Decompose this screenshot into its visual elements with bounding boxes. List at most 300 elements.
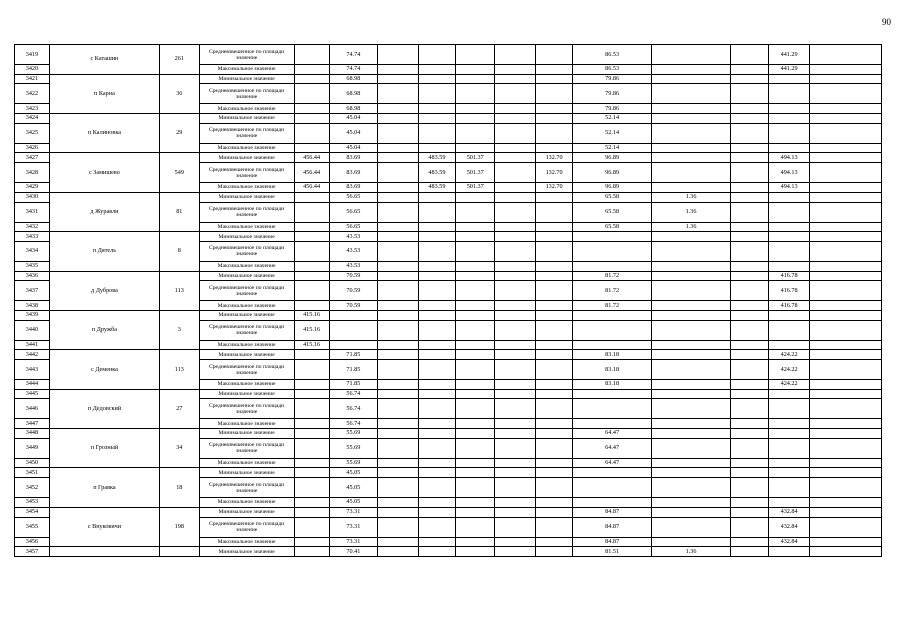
value-cell: [418, 320, 455, 340]
value-cell: 65.58: [573, 202, 652, 222]
value-cell: [769, 84, 810, 104]
value-cell: [652, 183, 731, 193]
value-cell: [809, 65, 881, 75]
value-cell: [731, 192, 769, 202]
value-cell: [536, 380, 573, 390]
value-cell: 56.65: [329, 202, 378, 222]
value-cell: [378, 310, 419, 320]
value-cell: [652, 340, 731, 350]
value-cell: [378, 537, 419, 547]
value-cell: 81.51: [573, 547, 652, 557]
indicator-label: Максимальное значение: [199, 537, 294, 547]
value-cell: 424.22: [769, 360, 810, 380]
value-cell: [809, 547, 881, 557]
indicator-label: Максимальное значение: [199, 183, 294, 193]
value-cell: [731, 498, 769, 508]
value-cell: [495, 458, 536, 468]
settlement-name: п Дедовский: [49, 389, 159, 428]
value-cell: [731, 241, 769, 261]
value-cell: 84.87: [573, 537, 652, 547]
value-cell: [294, 498, 329, 508]
value-cell: [495, 360, 536, 380]
data-table: [14, 44, 882, 557]
value-cell: [329, 310, 378, 320]
table-row: [15, 350, 882, 360]
value-cell: [418, 340, 455, 350]
value-cell: [294, 271, 329, 281]
value-cell: [652, 389, 731, 399]
value-cell: 432.84: [769, 517, 810, 537]
value-cell: [495, 261, 536, 271]
value-cell: 52.14: [573, 114, 652, 124]
value-cell: [809, 123, 881, 143]
value-cell: [495, 271, 536, 281]
value-cell: 86.53: [573, 45, 652, 65]
value-cell: [455, 350, 494, 360]
settlement-name: д Журавли: [49, 192, 159, 231]
value-cell: [495, 104, 536, 114]
value-cell: [495, 232, 536, 242]
value-cell: [652, 163, 731, 183]
value-cell: [294, 429, 329, 439]
value-cell: [536, 389, 573, 399]
table-row: [15, 232, 882, 242]
value-cell: [809, 45, 881, 65]
indicator-label: Минимальное значение: [199, 192, 294, 202]
row-id: 3429: [15, 183, 50, 193]
row-id: 3434: [15, 241, 50, 261]
value-cell: [809, 84, 881, 104]
row-id: 3427: [15, 153, 50, 163]
value-cell: 432.84: [769, 537, 810, 547]
population: 261: [160, 45, 199, 75]
value-cell: [378, 222, 419, 232]
value-cell: [536, 320, 573, 340]
value-cell: [378, 143, 419, 153]
value-cell: 68.98: [329, 104, 378, 114]
value-cell: [652, 360, 731, 380]
value-cell: [809, 202, 881, 222]
population: 34: [160, 429, 199, 468]
value-cell: [731, 399, 769, 419]
value-cell: 70.59: [329, 271, 378, 281]
value-cell: [495, 468, 536, 478]
value-cell: [294, 419, 329, 429]
value-cell: 45.04: [329, 123, 378, 143]
value-cell: [809, 114, 881, 124]
value-cell: [536, 261, 573, 271]
value-cell: 56.65: [329, 222, 378, 232]
value-cell: 1.36: [652, 192, 731, 202]
value-cell: [495, 498, 536, 508]
value-cell: [536, 360, 573, 380]
value-cell: [378, 389, 419, 399]
value-cell: 45.04: [329, 143, 378, 153]
value-cell: 81.72: [573, 281, 652, 301]
indicator-label: Минимальное значение: [199, 153, 294, 163]
population: 8: [160, 232, 199, 271]
value-cell: [455, 241, 494, 261]
value-cell: [731, 478, 769, 498]
value-cell: [455, 143, 494, 153]
value-cell: [418, 114, 455, 124]
value-cell: [769, 498, 810, 508]
value-cell: [294, 104, 329, 114]
value-cell: 70.59: [329, 301, 378, 311]
value-cell: [573, 310, 652, 320]
value-cell: [536, 192, 573, 202]
value-cell: 83.18: [573, 360, 652, 380]
value-cell: 56.74: [329, 389, 378, 399]
value-cell: 96.89: [573, 153, 652, 163]
value-cell: [809, 310, 881, 320]
indicator-label: Минимальное значение: [199, 389, 294, 399]
value-cell: [418, 202, 455, 222]
value-cell: [809, 458, 881, 468]
row-id: 3425: [15, 123, 50, 143]
settlement-name: п Гравка: [49, 468, 159, 507]
value-cell: [418, 429, 455, 439]
value-cell: [536, 419, 573, 429]
table-row: [15, 192, 882, 202]
row-id: 3447: [15, 419, 50, 429]
value-cell: 52.14: [573, 143, 652, 153]
value-cell: [731, 232, 769, 242]
value-cell: [294, 537, 329, 547]
value-cell: [809, 301, 881, 311]
value-cell: [731, 458, 769, 468]
value-cell: [378, 498, 419, 508]
value-cell: 416.78: [769, 301, 810, 311]
value-cell: [495, 419, 536, 429]
indicator-label: Минимальное значение: [199, 271, 294, 281]
value-cell: [418, 74, 455, 84]
indicator-label: Минимальное значение: [199, 507, 294, 517]
indicator-label: Максимальное значение: [199, 340, 294, 350]
value-cell: [536, 143, 573, 153]
value-cell: [378, 123, 419, 143]
row-id: 3430: [15, 192, 50, 202]
value-cell: [652, 123, 731, 143]
population: 549: [160, 153, 199, 192]
value-cell: 416.78: [769, 281, 810, 301]
value-cell: [418, 438, 455, 458]
value-cell: [731, 360, 769, 380]
value-cell: [731, 517, 769, 537]
value-cell: [652, 301, 731, 311]
value-cell: [418, 143, 455, 153]
value-cell: [809, 498, 881, 508]
value-cell: [455, 429, 494, 439]
value-cell: [418, 241, 455, 261]
value-cell: [536, 74, 573, 84]
population: 18: [160, 468, 199, 507]
value-cell: [573, 468, 652, 478]
value-cell: 432.84: [769, 507, 810, 517]
value-cell: [378, 340, 419, 350]
value-cell: [809, 281, 881, 301]
value-cell: 68.98: [329, 74, 378, 84]
value-cell: 55.69: [329, 429, 378, 439]
value-cell: [652, 350, 731, 360]
value-cell: 84.87: [573, 517, 652, 537]
value-cell: [418, 301, 455, 311]
value-cell: [573, 320, 652, 340]
value-cell: [455, 360, 494, 380]
page-number: 90: [882, 17, 891, 27]
value-cell: [455, 419, 494, 429]
value-cell: [809, 222, 881, 232]
row-id: 3437: [15, 281, 50, 301]
value-cell: [455, 281, 494, 301]
value-cell: 1.36: [652, 547, 731, 557]
value-cell: [809, 438, 881, 458]
row-id: 3435: [15, 261, 50, 271]
value-cell: [652, 241, 731, 261]
value-cell: [378, 241, 419, 261]
value-cell: [378, 183, 419, 193]
value-cell: [731, 380, 769, 390]
row-id: 3423: [15, 104, 50, 114]
value-cell: [769, 232, 810, 242]
value-cell: [418, 123, 455, 143]
value-cell: [809, 74, 881, 84]
value-cell: [769, 340, 810, 350]
value-cell: [378, 114, 419, 124]
value-cell: [378, 350, 419, 360]
indicator-label: Максимальное значение: [199, 498, 294, 508]
value-cell: [455, 301, 494, 311]
value-cell: [294, 389, 329, 399]
value-cell: 83.18: [573, 380, 652, 390]
value-cell: [378, 301, 419, 311]
value-cell: [573, 241, 652, 261]
value-cell: [809, 537, 881, 547]
population: 36: [160, 74, 199, 113]
value-cell: [731, 281, 769, 301]
value-cell: [378, 478, 419, 498]
value-cell: [378, 202, 419, 222]
value-cell: [731, 183, 769, 193]
value-cell: 79.86: [573, 104, 652, 114]
value-cell: [536, 301, 573, 311]
row-id: 3456: [15, 537, 50, 547]
value-cell: [495, 507, 536, 517]
value-cell: [294, 360, 329, 380]
value-cell: [294, 438, 329, 458]
value-cell: [455, 438, 494, 458]
value-cell: [455, 202, 494, 222]
value-cell: [652, 320, 731, 340]
value-cell: [536, 222, 573, 232]
value-cell: 456.44: [294, 183, 329, 193]
value-cell: [378, 84, 419, 104]
value-cell: [652, 380, 731, 390]
value-cell: 64.47: [573, 438, 652, 458]
value-cell: [809, 271, 881, 281]
value-cell: [536, 65, 573, 75]
value-cell: [731, 547, 769, 557]
value-cell: 132.70: [536, 153, 573, 163]
row-id: 3445: [15, 389, 50, 399]
value-cell: [378, 438, 419, 458]
settlement-name: с Замишево: [49, 153, 159, 192]
value-cell: 43.53: [329, 241, 378, 261]
value-cell: [418, 84, 455, 104]
value-cell: [495, 163, 536, 183]
value-cell: [329, 320, 378, 340]
value-cell: [731, 123, 769, 143]
value-cell: [418, 547, 455, 557]
value-cell: [809, 261, 881, 271]
value-cell: [294, 458, 329, 468]
value-cell: [378, 429, 419, 439]
table-row: [15, 547, 882, 557]
indicator-label: Минимальное значение: [199, 114, 294, 124]
value-cell: [455, 478, 494, 498]
value-cell: 415.16: [294, 320, 329, 340]
row-id: 3431: [15, 202, 50, 222]
value-cell: [294, 241, 329, 261]
value-cell: [652, 45, 731, 65]
value-cell: [294, 261, 329, 271]
indicator-label: Максимальное значение: [199, 261, 294, 271]
value-cell: [378, 74, 419, 84]
value-cell: 73.31: [329, 507, 378, 517]
value-cell: [418, 45, 455, 65]
value-cell: 64.47: [573, 458, 652, 468]
value-cell: [294, 114, 329, 124]
indicator-label: Максимальное значение: [199, 419, 294, 429]
value-cell: [495, 547, 536, 557]
value-cell: [731, 222, 769, 232]
value-cell: [652, 84, 731, 104]
value-cell: [536, 202, 573, 222]
value-cell: [455, 380, 494, 390]
value-cell: [378, 468, 419, 478]
settlement-name: с Внуковичи: [49, 507, 159, 546]
value-cell: [652, 478, 731, 498]
value-cell: [455, 104, 494, 114]
value-cell: [495, 65, 536, 75]
value-cell: [652, 104, 731, 114]
settlement-name: п Дружба: [49, 310, 159, 349]
value-cell: 70.41: [329, 547, 378, 557]
value-cell: 74.74: [329, 65, 378, 75]
value-cell: [378, 458, 419, 468]
value-cell: 96.89: [573, 163, 652, 183]
value-cell: 73.31: [329, 517, 378, 537]
value-cell: [378, 320, 419, 340]
value-cell: [769, 429, 810, 439]
value-cell: 45.05: [329, 478, 378, 498]
indicator-label: Средневзвешенное по площади значение: [199, 45, 294, 65]
value-cell: 45.05: [329, 498, 378, 508]
value-cell: [731, 261, 769, 271]
value-cell: [455, 458, 494, 468]
value-cell: [378, 507, 419, 517]
value-cell: [329, 340, 378, 350]
value-cell: [652, 281, 731, 301]
value-cell: [573, 498, 652, 508]
value-cell: 71.85: [329, 360, 378, 380]
row-id: 3444: [15, 380, 50, 390]
value-cell: [731, 65, 769, 75]
value-cell: [378, 192, 419, 202]
value-cell: 64.47: [573, 429, 652, 439]
value-cell: 83.18: [573, 350, 652, 360]
value-cell: [495, 438, 536, 458]
indicator-label: Средневзвешенное по площади значение: [199, 320, 294, 340]
value-cell: [731, 468, 769, 478]
row-id: 3433: [15, 232, 50, 242]
value-cell: [573, 340, 652, 350]
value-cell: [652, 498, 731, 508]
table-row: [15, 389, 882, 399]
value-cell: [495, 74, 536, 84]
indicator-label: Средневзвешенное по площади значение: [199, 123, 294, 143]
value-cell: [418, 350, 455, 360]
value-cell: 483.59: [418, 163, 455, 183]
value-cell: [573, 399, 652, 419]
value-cell: [652, 310, 731, 320]
value-cell: [536, 310, 573, 320]
value-cell: 84.87: [573, 507, 652, 517]
value-cell: 424.22: [769, 380, 810, 390]
value-cell: [809, 419, 881, 429]
indicator-label: Средневзвешенное по площади значение: [199, 163, 294, 183]
value-cell: [769, 419, 810, 429]
indicator-label: Минимальное значение: [199, 310, 294, 320]
value-cell: [455, 320, 494, 340]
value-cell: [418, 360, 455, 380]
population: [160, 547, 199, 557]
value-cell: [769, 320, 810, 340]
value-cell: 79.86: [573, 74, 652, 84]
indicator-label: Минимальное значение: [199, 468, 294, 478]
value-cell: [495, 389, 536, 399]
value-cell: [536, 438, 573, 458]
settlement-name: с Каташин: [49, 45, 159, 75]
value-cell: [495, 281, 536, 301]
value-cell: [495, 310, 536, 320]
value-cell: [455, 232, 494, 242]
row-id: 3457: [15, 547, 50, 557]
value-cell: [294, 45, 329, 65]
value-cell: [731, 389, 769, 399]
value-cell: [809, 350, 881, 360]
row-id: 3439: [15, 310, 50, 320]
value-cell: [573, 419, 652, 429]
value-cell: [378, 261, 419, 271]
value-cell: [495, 192, 536, 202]
value-cell: [294, 507, 329, 517]
row-id: 3438: [15, 301, 50, 311]
value-cell: [731, 310, 769, 320]
value-cell: 56.74: [329, 399, 378, 419]
value-cell: [652, 153, 731, 163]
indicator-label: Максимальное значение: [199, 458, 294, 468]
value-cell: [378, 271, 419, 281]
settlement-name: п Грозный: [49, 429, 159, 468]
value-cell: [769, 104, 810, 114]
value-cell: [495, 340, 536, 350]
value-cell: [418, 399, 455, 419]
value-cell: [536, 232, 573, 242]
table-row: [15, 429, 882, 439]
row-id: 3446: [15, 399, 50, 419]
value-cell: 52.14: [573, 123, 652, 143]
